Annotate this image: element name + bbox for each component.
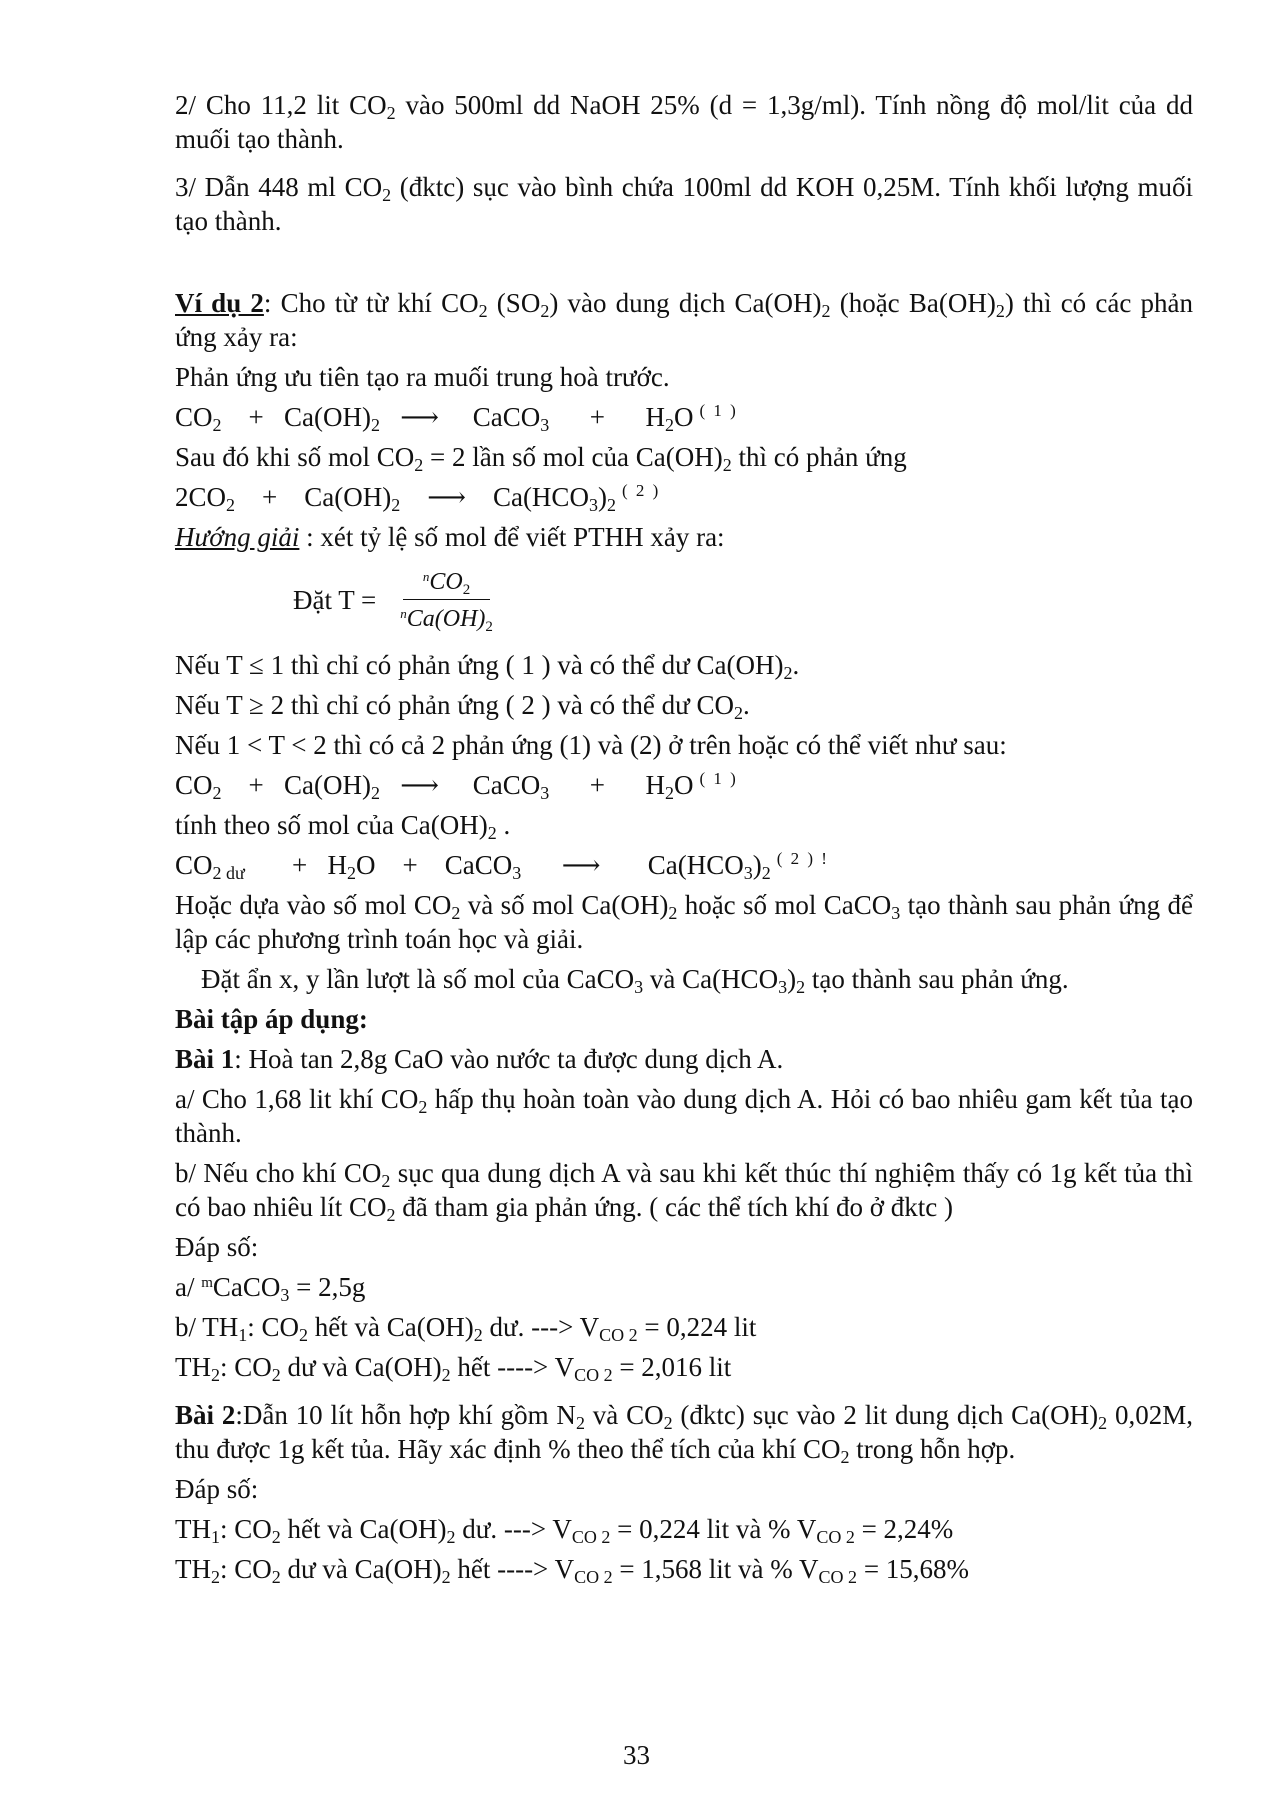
reaction-1: $CO_2$ + $Ca(OH)_2$ ⟶ CaCO$_3$ + $H_2O$ ( 1 )	[175, 401, 738, 435]
then-note: Sau đó khi số mol $CO_2 = 2$ lần số mol của $Ca(OH)_2$ thì có phản ứng	[175, 442, 907, 475]
answer-label-2: Đáp số:	[175, 1474, 259, 1504]
answer-2b: $TH_2$: $CO_2$ dư và $Ca(OH)_2$ hết ----> $V_{CO 2} = 1,568$ lit và % $V_{CO 2} = 15,68\%$	[175, 1554, 970, 1587]
exercise-3: 3/ Dẫn 448 ml $CO_2$ (đktc) sục vào bình chứa 100ml dd KOH 0,25M. Tính khối lượng muối tạo thành.	[175, 172, 1193, 236]
case-1: Nếu T ≤ 1 thì chỉ có phản ứng ( 1 ) và có thể dư $Ca(OH)_2$.	[175, 650, 800, 683]
case-3: Nếu 1 < T < 2 thì có cả 2 phản ứng (1) và (2) ở trên hoặc có thể viết như sau:	[175, 730, 1007, 760]
ratio-formula	[153, 560, 1193, 640]
priority-note: Phản ứng ưu tiên tạo ra muối trung hoà trước.	[175, 362, 670, 392]
answer-label-1: Đáp số:	[175, 1232, 259, 1262]
b1-label: Bài 1	[175, 1044, 235, 1074]
answer-1b: b/ $TH_1$: $CO_2$ hết và $Ca(OH)_2$ dư. ---> $V_{CO 2} = 0,224$ lit	[175, 1312, 757, 1345]
guide-line: Hướng giải : xét tỷ lệ số mol để viết PTHH xảy ra:	[175, 522, 725, 552]
reaction-2: $2CO_2$ + $Ca(OH)_2$ ⟶ $Ca(HCO_3)_2$( 2 )	[175, 481, 661, 515]
ratio-numerator: $^nCO_2$	[403, 567, 490, 600]
exercise-b1-a: a/ Cho 1,68 lit khí $CO_2$ hấp thụ hoàn toàn vào dung dịch A. Hỏi có bao nhiêu gam kết tủa tạo thành.	[175, 1084, 1194, 1148]
exercise-b1: Bài 1: Hoà tan 2,8g CaO vào nước ta được dung dịch A.	[175, 1044, 784, 1074]
answer-1a: a/ $^m$CaCO$_3$ = 2,5g	[175, 1272, 366, 1305]
ratio-denominator: $^nCa(OH)_2$	[400, 605, 493, 635]
exercise-b2: Bài 2:Dẫn 10 lít hỗn hợp khí gồm $N_2$ và $CO_2$ (đktc) sục vào 2 lit dung dịch $Ca(OH)_2$ 0,02M, thu được 1g kết tủa. Hãy xác định % theo thể tích của khí $CO_2$ trong hỗn hợp.	[175, 1400, 1193, 1467]
answer-2a: $TH_1$: $CO_2$ hết và $Ca(OH)_2$ dư. ---> $V_{CO 2} = 0,224$ lit và % $V_{CO 2} = 2,24\%$	[175, 1514, 954, 1547]
ratio-fraction	[394, 567, 499, 634]
example-2-label: Ví dụ 2	[175, 288, 264, 318]
unknowns-note: Đặt ẩn x, y lần lượt là số mol của CaCO$_3$ và $Ca(HCO_3)_2$ tạo thành sau phản ứng.	[201, 964, 1069, 997]
reaction-2-alt: $CO_{2 dư}$ + $H_2O$ + CaCO$_3$ ⟶ $Ca(HCO_3)_2$( 2 ) !	[175, 849, 829, 883]
exercise-2: 2/ Cho 11,2 lit $CO_2$ vào 500ml dd NaOH 25% (d = 1,3g/ml). Tính nồng độ mol/lit của dd muối tạo thành.	[175, 90, 1193, 154]
example-2-intro: Ví dụ 2: Cho từ từ khí $CO_2$ $(SO_2)$ vào dung dịch $Ca(OH)_2$ (hoặc $Ba(OH)_2$) thì có các phản ứng xảy ra:	[175, 288, 1193, 352]
alternative-note: Hoặc dựa vào số mol $CO_2$ và số mol $Ca(OH)_2$ hoặc số mol CaCO$_3$ tạo thành sau phản ứng để lập các phương trình toán học và giải.	[175, 890, 1194, 954]
reaction-1-repeat: $CO_2$ + $Ca(OH)_2$ ⟶ CaCO$_3$ + $H_2O$ ( 1 )	[175, 769, 738, 803]
case-2: Nếu T ≥ 2 thì chỉ có phản ứng ( 2 ) và có thể dư $CO_2$.	[175, 690, 750, 723]
practice-heading: Bài tập áp dụng:	[175, 1004, 368, 1034]
document-page	[153, 88, 1193, 1586]
exercise-b1-b: b/ Nếu cho khí $CO_2$ sục qua dung dịch A và sau khi kết thúc thí nghiệm thấy có 1g kết tủa thì có bao nhiêu lít $CO_2$ đã tham gia phản ứng. ( các thể tích khí đo ở đktc )	[175, 1158, 1193, 1225]
guide-label: Hướng giải	[175, 522, 300, 552]
page-number: 33	[623, 1740, 650, 1770]
calc-note: tính theo số mol của $Ca(OH)_2$ .	[175, 810, 511, 843]
answer-1c: $TH_2$: $CO_2$ dư và $Ca(OH)_2$ hết ----> $V_{CO 2} = 2,016$ lit	[175, 1352, 732, 1385]
b2-label: Bài 2	[175, 1400, 236, 1430]
ratio-set-label: Đặt T =	[293, 585, 377, 615]
